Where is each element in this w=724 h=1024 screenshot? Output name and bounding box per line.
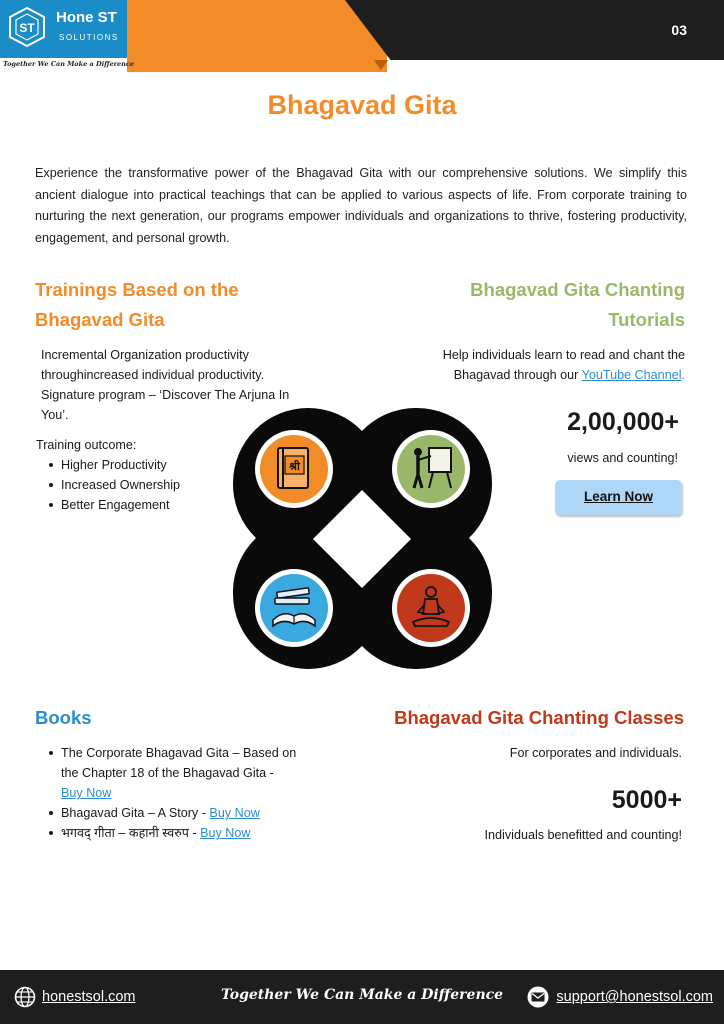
list-item: Increased Ownership [36,475,180,495]
company-name: Hone ST [56,9,117,26]
buy-now-link-3[interactable]: Buy Now [200,826,251,840]
views-stat-label: views and counting! [567,451,678,465]
learn-now-button[interactable]: Learn Now [555,480,682,515]
books-list [36,743,336,843]
footer-tagline: Together We Can Make a Difference [220,987,504,1003]
books-title: Books [35,707,92,728]
book-1-line1: The Corporate Bhagavad Gita – Based on [61,746,297,760]
page-footer [0,970,724,1024]
training-outcomes-list [36,455,180,515]
chanting-classes-description: For corporates and individuals. [509,746,682,760]
trainings-description: Incremental Organization productivity throughincreased individual productivity. Signature program – ‘Discover The Arjuna In You’. [41,348,290,422]
list-item: Better Engagement [36,495,180,515]
buy-now-link-2[interactable]: Buy Now [209,806,260,820]
list-item [36,743,336,803]
list-item [36,823,336,843]
header-black-band [345,0,724,60]
teacher-board-icon [392,430,470,508]
chanting-tutorials-title [470,275,685,335]
chanting-tutorials-title-line2: Tutorials [608,309,685,330]
website-text: honestsol.com [42,989,136,1005]
training-outcome-label: Training outcome: [36,438,137,452]
book-3-title: भगवद् गीता – कहानी स्वरुप - [61,826,201,840]
chanting-classes-title: Bhagavad Gita Chanting Classes [394,707,684,728]
shri-glyph: श्री [289,460,300,473]
chanting-desc-line2 [443,365,685,385]
email-text: support@honestsol.com [556,989,713,1005]
book-shri-icon [255,430,333,508]
page-title: Bhagavad Gita [267,90,457,120]
header-notch [374,60,388,70]
header-orange-band [127,0,387,72]
trainings-title-line2: Bhagavad Gita [35,309,165,330]
list-item: Higher Productivity [36,455,180,475]
list-item [36,803,336,823]
individuals-stat: 5000+ [611,786,682,814]
chanting-tutorials-description [443,345,685,385]
website-link[interactable] [14,986,136,1008]
book-2-title: Bhagavad Gita – A Story - [61,806,210,820]
company-logo[interactable] [0,0,127,58]
trainings-title-line1: Trainings Based on the [35,279,239,300]
chanting-desc-prefix: Bhagavad through our [453,368,582,382]
youtube-channel-link[interactable]: YouTube Channel [581,368,682,382]
mail-icon [526,986,550,1008]
buy-now-link-1[interactable]: Buy Now [61,786,112,800]
company-subtitle: SOLUTIONS [59,33,119,42]
book-1-line2: the Chapter 18 of the Bhagavad Gita - [61,766,274,780]
chanting-desc-line1: Help individuals learn to read and chant the [442,348,685,362]
logo-mark-icon [6,6,48,48]
trainings-title [35,275,239,335]
svg-text:ST: ST [19,21,35,35]
views-stat: 2,00,000+ [567,408,679,436]
page-header [0,0,724,72]
books-icon [255,569,333,647]
intro-paragraph: Experience the transformative power of the Bhagavad Gita with our comprehensive solutions. We simplify this ancient dialogue into practical teachings that can be applied to various aspects of life. From corporate training to nurturing the next generation, our programs empower individuals and organizations to thrive, fostering productivity, engagement, and personal growth. [35,166,687,245]
offerings-diagram [233,408,492,669]
globe-icon [14,986,36,1008]
chanting-desc-suffix: . [681,368,685,382]
individuals-stat-label: Individuals benefitted and counting! [484,828,682,842]
page-number: 03 [671,22,687,38]
header-tagline: Together We Can Make a Difference [3,60,134,68]
email-link[interactable] [526,986,713,1008]
meditation-icon [392,569,470,647]
chanting-tutorials-title-line1: Bhagavad Gita Chanting [470,279,685,300]
